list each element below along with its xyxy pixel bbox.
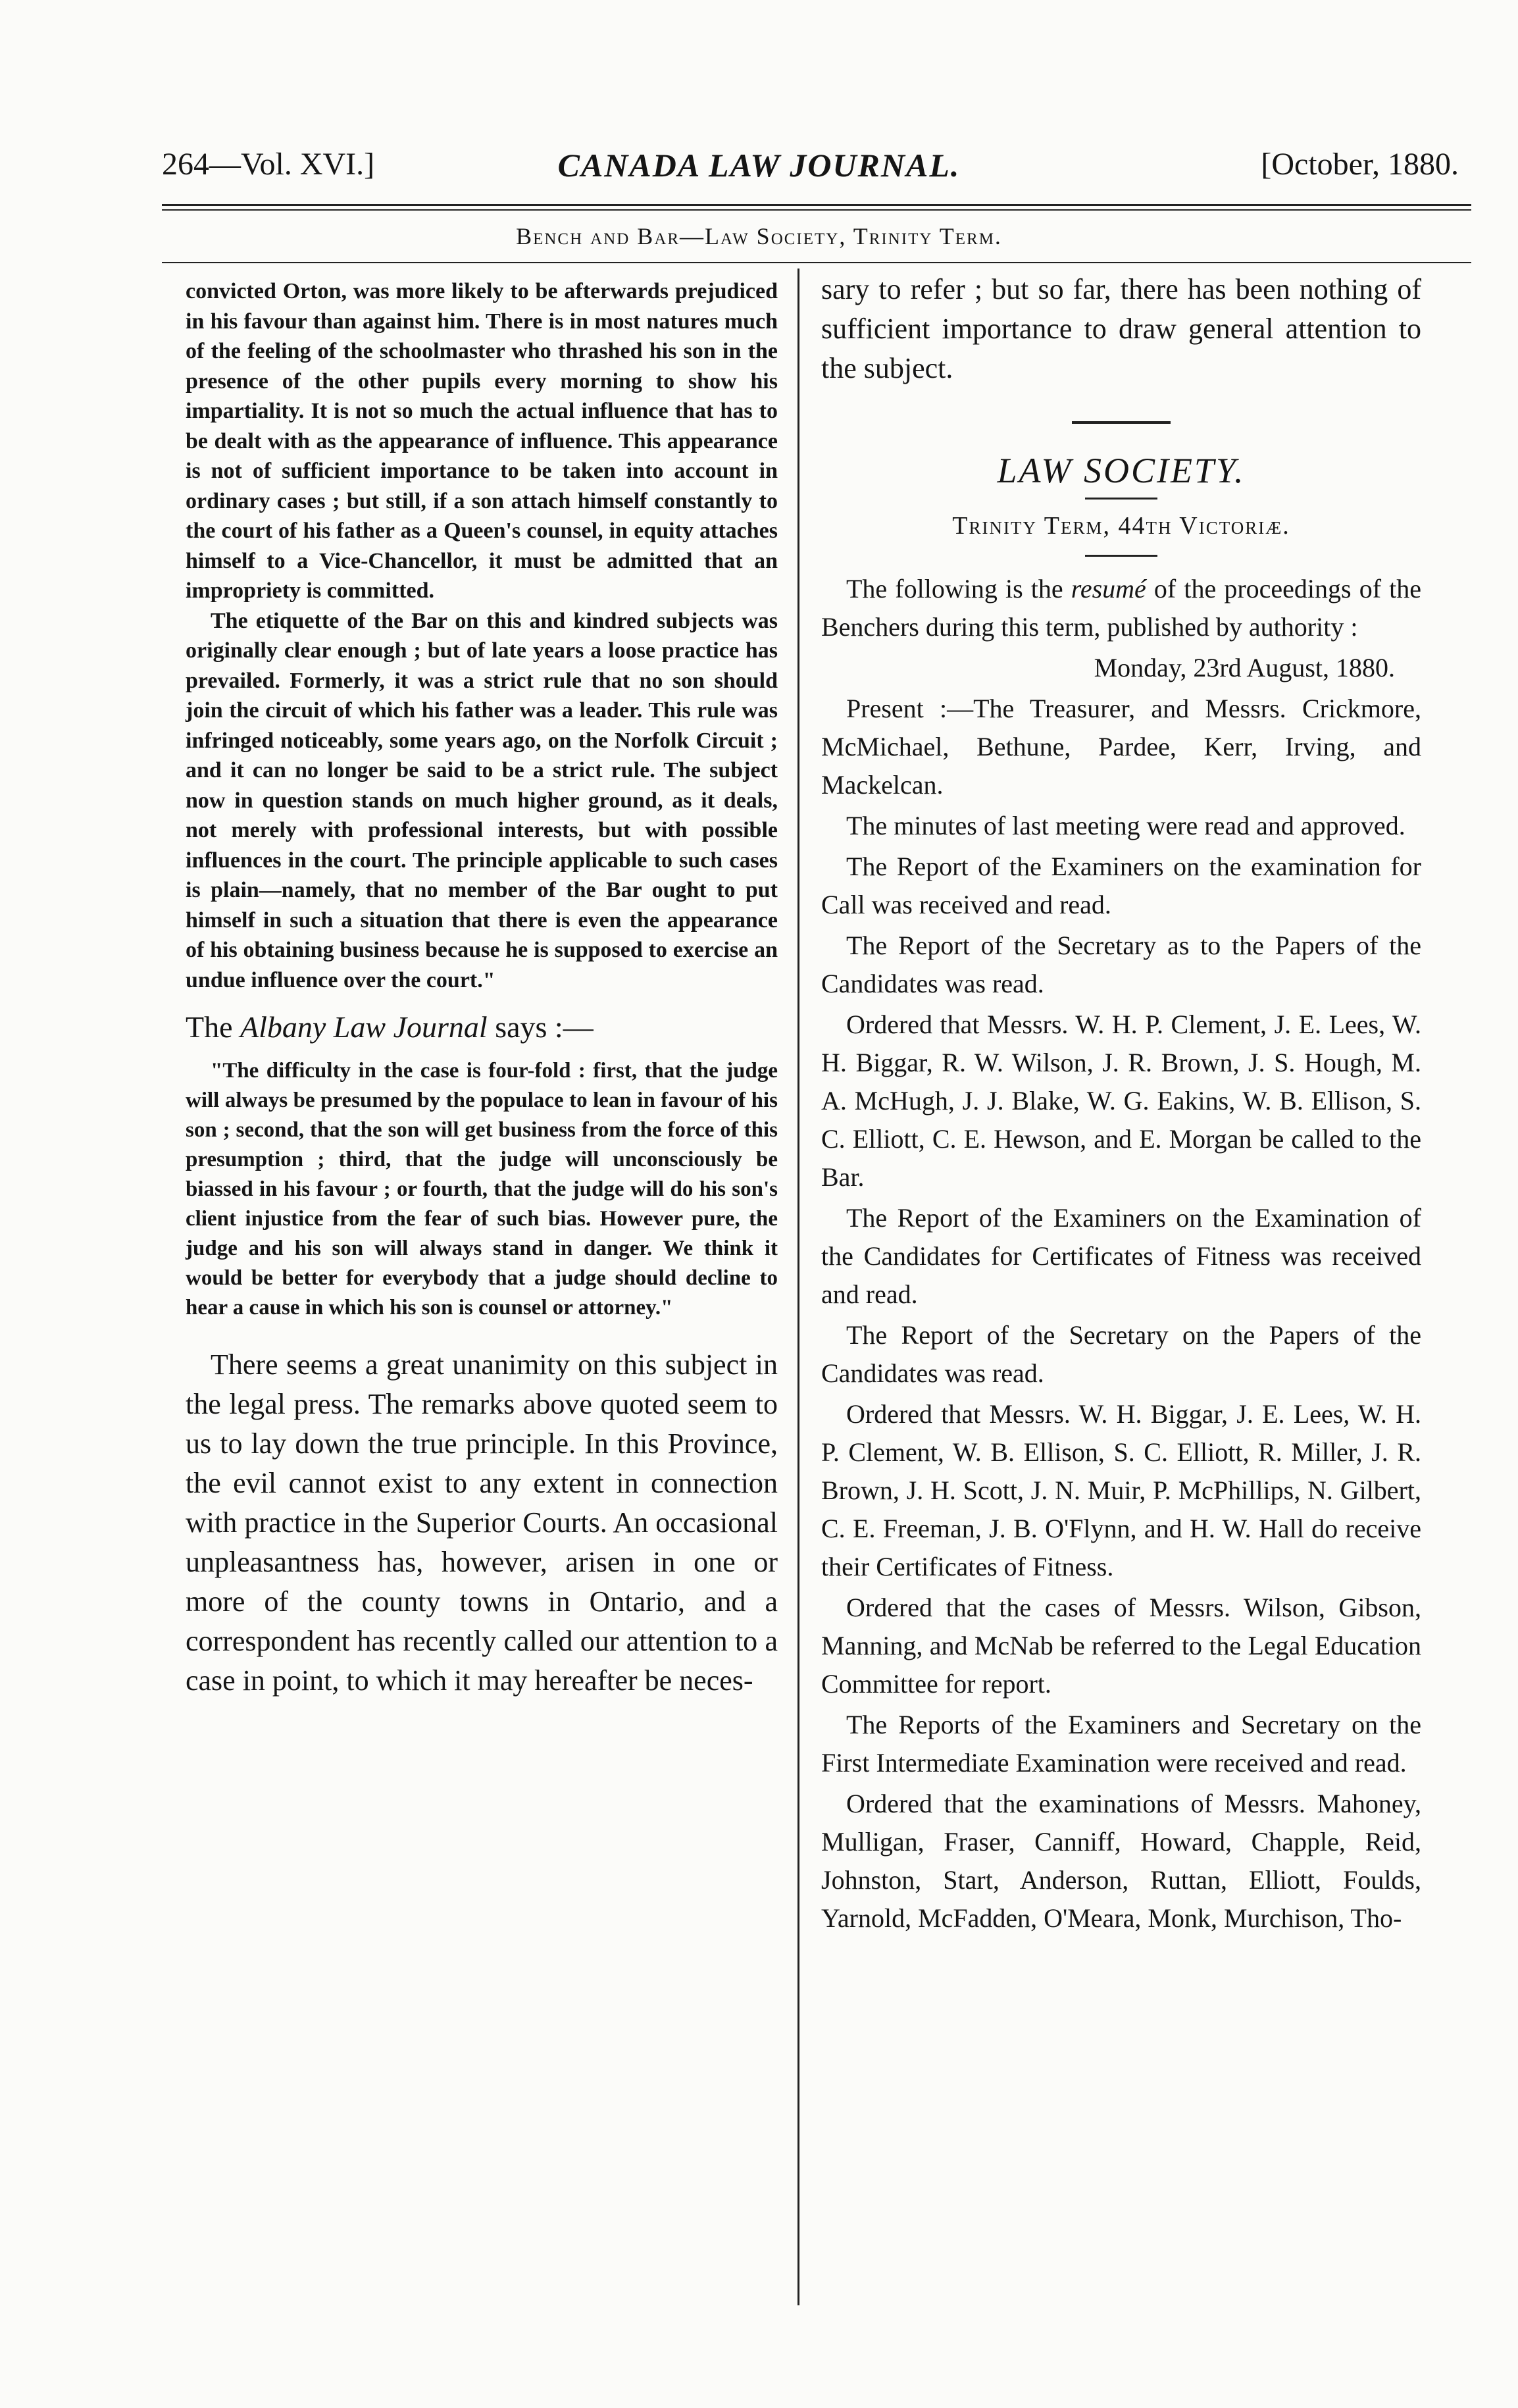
continued-editorial (821, 270, 1421, 388)
right-column (821, 270, 1421, 1940)
term-heading: Trinity Term, 44th Victoriæ. (952, 512, 1290, 540)
proceedings-paragraph: The Report of the Secretary on the Papers of the Candidates was read. (821, 1320, 1421, 1388)
editorial-comment (186, 1345, 778, 1701)
proceedings-paragraph: The minutes of last meeting were read and approved. (846, 811, 1405, 840)
quote-paragraph: "The difficulty in the case is four-fold : first, that the judge will always be presumed by the populace to lean in favour of his son ; second, that the son will get business from the force of this presumption ; third, that the judge will unconsciously be biassed in his favour ; or fourth, that the judge will do his son's client injustice from the fear of such bias. However pure, the judge and his son will always stand in danger. We think it would be better for everybody that a judge should decline to hear a cause in which his son is counsel or attorney." (186, 1059, 778, 1319)
editorial-paragraph: There seems a great unanimity on this subject in the legal press. The remarks above quoted seem to us to lay down the true principle. In this Province, the evil cannot exist to any extent in connection with practice in the Superior Courts. An occasional unpleasantness has, however, arisen in one or more of the county towns in Ontario, and a correspondent has recently called our attention to a case in point, to which it may hereafter be neces- (186, 1348, 778, 1697)
proceedings-paragraph: Ordered that the cases of Messrs. Wilson, Gibson, Manning, and McNab be referred to the Legal Education Committee for report. (821, 1593, 1421, 1699)
issue-date: [October, 1880. (1261, 147, 1459, 182)
proceedings-paragraph: Ordered that Messrs. W. H. Biggar, J. E. Lees, W. H. P. Clement, W. B. Ellison, S. C. Elliott, R. Miller, J. R. Brown, J. H. Scott, J. N. Muir, P. McPhillips, N. Gilbert, C. E. Freeman, J. B. O'Flynn, and H. W. Hall do receive their Certificates of Fitness. (821, 1399, 1421, 1581)
subheader-rule (162, 262, 1471, 263)
bench-bar-article (186, 276, 778, 995)
intro-resume: resumé (1071, 574, 1146, 603)
proceedings-intro (821, 570, 1421, 646)
header-rule-top (162, 204, 1471, 206)
page-number-volume: 264—Vol. XVI.] (162, 147, 375, 182)
albany-prefix: The (186, 1010, 241, 1044)
continued-paragraph: sary to refer ; but so far, there has been nothing of sufficient importance to draw general attention to the subject. (821, 273, 1421, 384)
proceedings-paragraph: The Report of the Secretary as to the Papers of the Candidates was read. (821, 931, 1421, 998)
proceedings-paragraph: Present :—The Treasurer, and Messrs. Crickmore, McMichael, Bethune, Pardee, Kerr, Irving, and Mackelcan. (821, 694, 1421, 800)
proceedings (821, 570, 1421, 1937)
proceedings-paragraph: The Report of the Examiners on the examination for Call was received and read. (821, 852, 1421, 919)
section-rule (1072, 421, 1171, 424)
left-column (186, 276, 778, 1703)
albany-intro (186, 1010, 778, 1044)
meeting-date: Monday, 23rd August, 1880. (1094, 653, 1395, 682)
term-rule (1085, 555, 1157, 557)
heading-rule (1085, 498, 1157, 500)
proceedings-paragraph: Ordered that the examinations of Messrs. Mahoney, Mulligan, Fraser, Canniff, Howard, Chapple, Reid, Johnston, Start, Anderson, Ruttan, Elliott, Foulds, Yarnold, McFadden, O'Meara, Monk, Murchison, Tho- (821, 1789, 1421, 1933)
intro-prefix: The following is the (846, 574, 1071, 603)
law-society-heading: LAW SOCIETY. (997, 451, 1246, 490)
running-subheader: Bench and Bar—Law Society, Trinity Term. (516, 223, 1002, 249)
proceedings-paragraph: The Report of the Examiners on the Examination of the Candidates for Certificates of Fitness was received and read. (821, 1203, 1421, 1309)
albany-journal-title: Albany Law Journal (240, 1010, 488, 1044)
article-paragraph: convicted Orton, was more likely to be afterwards prejudiced in his favour than against him. There is in most natures much of the feeling of the schoolmaster who thrashed his son in the presence of the other pupils every morning to show his impartiality. It is not so much the actual influence that has to be dealt with as the appearance of influence. This appearance is not of sufficient importance to be taken into account in ordinary cases ; but still, if a son attach himself constantly to the court of his father as a Queen's counsel, in equity attaches himself to a Vice-Chancellor, it must be admitted that an impropriety is committed. (186, 279, 778, 603)
intro-suffix: of the proceedings of the Benchers during this term, published by authority : (821, 574, 1422, 642)
column-divider (797, 269, 799, 2305)
journal-title: CANADA LAW JOURNAL. (557, 147, 961, 184)
proceedings-paragraph: The Reports of the Examiners and Secretary on the First Intermediate Examination were received and read. (821, 1710, 1421, 1778)
albany-suffix: says :— (487, 1010, 594, 1044)
albany-quote (186, 1056, 778, 1323)
article-paragraph: The etiquette of the Bar on this and kindred subjects was originally clear enough ; but of late years a loose practice has prevailed. Formerly, it was a strict rule that no son should join the circuit of which his father was a leader. This rule was infringed noticeably, some years ago, on the Norfolk Circuit ; and it can no longer be said to be a strict rule. The subject now in question stands on much higher ground, as it deals, not merely with professional interests, but with possible influences in the court. The principle applicable to such cases is plain—namely, that no member of the Bar ought to put himself in such a situation that there is even the appearance of his obtaining business because he is supposed to exercise an undue influence over the court." (186, 608, 778, 992)
proceedings-paragraph: Ordered that Messrs. W. H. P. Clement, J. E. Lees, W. H. Biggar, R. W. Wilson, J. R. Brown, J. S. Hough, M. A. McHugh, J. J. Blake, W. G. Eakins, W. B. Ellison, S. C. Elliott, C. E. Hewson, and E. Morgan be called to the Bar. (821, 1010, 1421, 1192)
header-rule-bottom (162, 209, 1471, 211)
